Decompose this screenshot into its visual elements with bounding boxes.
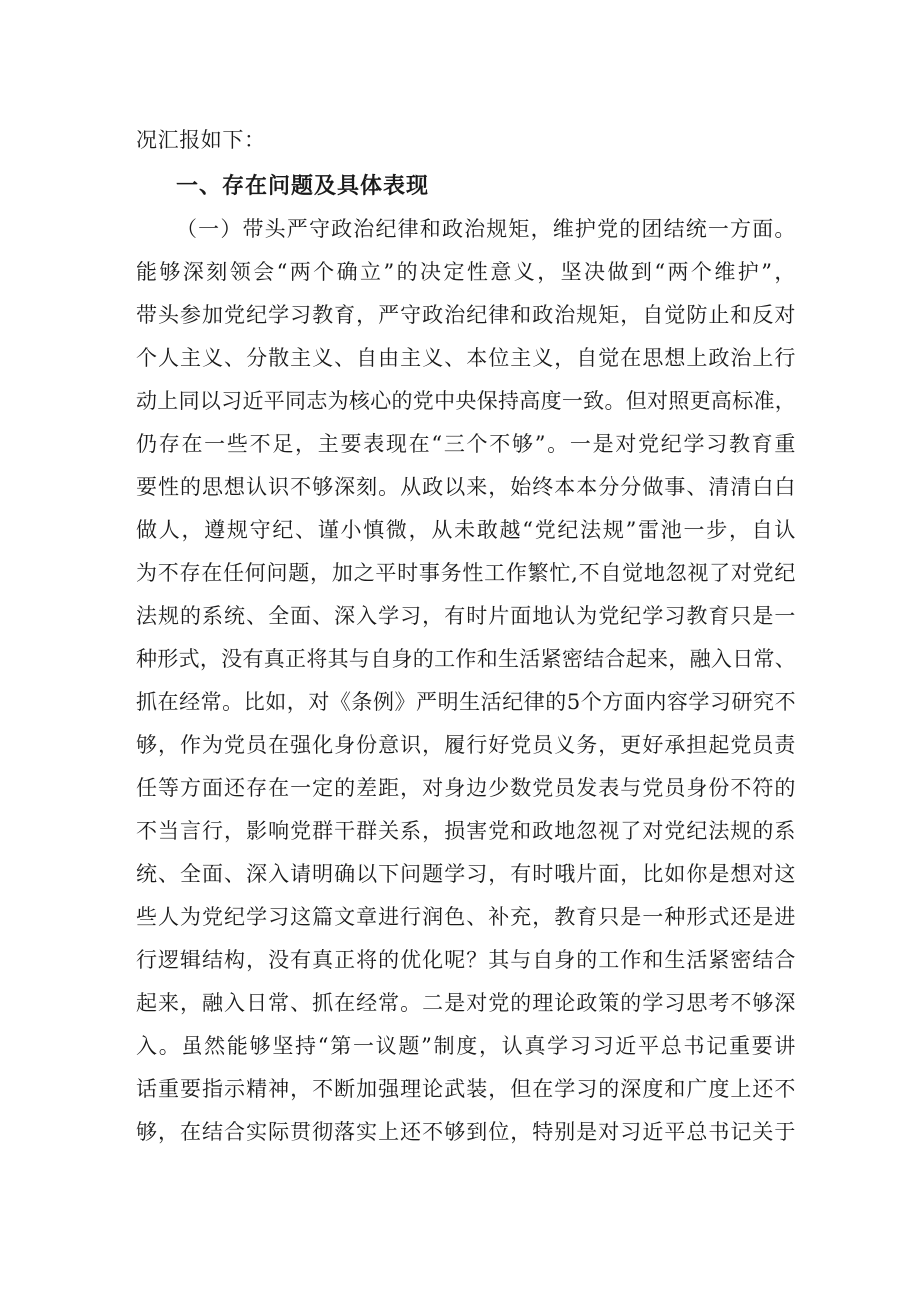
intro-line: 况汇报如下： xyxy=(136,128,266,152)
paragraph-line: 个人主义、分散主义、自由主义、本位主义，自觉在思想上政治上行 xyxy=(136,346,796,370)
paragraph-line: 起来，融入日常、抓在经常。二是对党的理论政策的学习思考不够深 xyxy=(136,991,796,1015)
paragraph-line: （一）带头严守政治纪律和政治规矩，维护党的团结统一方面。 xyxy=(176,217,796,241)
paragraph-line: 为不存在任何问题，加之平时事务性工作繁忙,不自觉地忽视了对党纪 xyxy=(136,561,796,585)
paragraph-line: 种形式，没有真正将其与自身的工作和生活紧密结合起来，融入日常、 xyxy=(136,647,796,671)
paragraph-line: 统、全面、深入请明确以下问题学习，有时哦片面，比如你是想对这 xyxy=(136,862,796,886)
paragraph-line: 要性的思想认识不够深刻。从政以来，始终本本分分做事、清清白白 xyxy=(136,475,796,499)
paragraph-line: 仍存在一些不足，主要表现在“三个不够”。一是对党纪学习教育重 xyxy=(136,432,796,456)
paragraph-line: 入。虽然能够坚持“第一议题”制度，认真学习习近平总书记重要讲 xyxy=(136,1034,796,1058)
section-heading: 一、存在问题及具体表现 xyxy=(176,174,430,199)
paragraph-line: 不当言行，影响党群干群关系，损害党和政地忽视了对党纪法规的系 xyxy=(136,819,796,843)
paragraph-line: 行逻辑结构，没有真正将的优化呢？其与自身的工作和生活紧密结合 xyxy=(136,948,796,972)
paragraph-line: 带头参加党纪学习教育，严守政治纪律和政治规矩，自觉防止和反对 xyxy=(136,303,796,327)
paragraph-line: 够，作为党员在强化身份意识，履行好党员义务，更好承担起党员责 xyxy=(136,733,796,757)
paragraph-line: 抓在经常。比如，对《条例》严明生活纪律的5个方面内容学习研究不 xyxy=(136,690,796,714)
paragraph-line: 话重要指示精神，不断加强理论武装，但在学习的深度和广度上还不 xyxy=(136,1077,796,1101)
paragraph-line: 够，在结合实际贯彻落实上还不够到位，特别是对习近平总书记关于 xyxy=(136,1120,796,1144)
paragraph-line: 法规的系统、全面、深入学习，有时片面地认为党纪学习教育只是一 xyxy=(136,604,796,628)
paragraph-line: 动上同以习近平同志为核心的党中央保持高度一致。但对照更高标准， xyxy=(136,389,796,413)
paragraph-line: 些人为党纪学习这篇文章进行润色、补充，教育只是一种形式还是进 xyxy=(136,905,796,929)
paragraph-line: 任等方面还存在一定的差距，对身边少数党员发表与党员身份不符的 xyxy=(136,776,796,800)
paragraph-line: 做人，遵规守纪、谨小慎微，从未敢越“党纪法规”雷池一步，自认 xyxy=(136,518,796,542)
paragraph-line: 能够深刻领会“两个确立”的决定性意义，坚决做到“两个维护”， xyxy=(136,260,796,284)
